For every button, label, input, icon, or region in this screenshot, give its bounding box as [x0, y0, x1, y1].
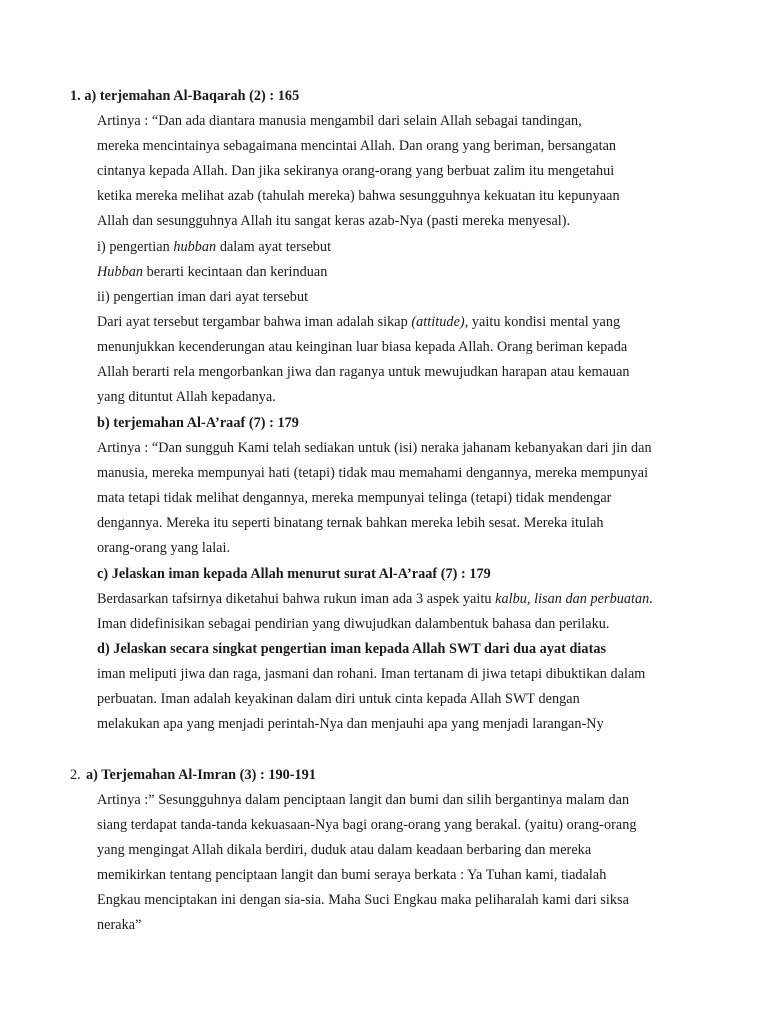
a-ii-prefix: Dari ayat tersebut tergambar bahwa iman adalah sikap [97, 314, 412, 330]
s2-line-4: memikirkan tentang penciptaan langit dan bumi seraya berkata : Ya Tuhan kami, tiadalah [97, 867, 607, 883]
q-i-term: hubban [173, 239, 217, 255]
s1-d-heading: d) Jelaskan secara singkat pengertian iman kepada Allah SWT dari dua ayat diatas [97, 641, 607, 657]
section2-heading: a) Terjemahan Al-Imran (3) : 190-191 [86, 767, 316, 783]
s1-b-line-1: Artinya : “Dan sungguh Kami telah sediakan untuk (isi) neraka jahanam kebanyakan dari jin dan [97, 440, 652, 456]
s1-b-line-4: dengannya. Mereka itu seperti binatang ternak bahkan mereka lebih sesat. Mereka itulah [97, 515, 604, 531]
s1-answer-ii-line-2: menunjukkan kecenderungan atau keinginan luar biasa kepada Allah. Orang beriman kepada [97, 339, 628, 355]
a-i-term: Hubban [97, 264, 144, 280]
s1-answer-ii-line-4: yang dituntut Allah kepadanya. [97, 389, 276, 405]
a-ii-term: (attitude) [411, 314, 465, 330]
a-i-suffix: berarti kecintaan dan kerinduan [143, 264, 328, 280]
section2-number: 2. [70, 767, 81, 783]
s1-d-line-2: perbuatan. Iman adalah keyakinan dalam diri untuk cinta kepada Allah SWT dengan [97, 691, 580, 707]
s2-line-1: Artinya :” Sesungguhnya dalam penciptaan langit dan bumi dan silih bergantinya malam dan [97, 792, 630, 808]
s1-c-line-2: Iman didefinisikan sebagai pendirian yang diwujudkan dalambentuk bahasa dan perilaku. [97, 616, 610, 632]
q-i-suffix: dalam ayat tersebut [216, 239, 332, 255]
s1-b-line-3: mata tetapi tidak melihat dengannya, mereka mempunyai telinga (tetapi) tidak mendengar [97, 490, 612, 506]
s2-line-2: siang terdapat tanda-tanda kekuasaan-Nya bagi orang-orang yang berakal. (yaitu) orang-orang [97, 817, 637, 833]
s2-line-3: yang mengingat Allah dikala berdiri, duduk atau dalam keadaan berbaring dan mereka [97, 842, 592, 858]
s1-b-line-2: manusia, mereka mempunyai hati (tetapi) tidak mau memahami dengannya, mereka mempunyai [97, 465, 649, 481]
section1-heading: 1. a) terjemahan Al-Baqarah (2) : 165 [70, 88, 300, 104]
s1-b-heading: b) terjemahan Al-A’raaf (7) : 179 [97, 415, 299, 431]
s1-answer-ii-line-3: Allah berarti rela mengorbankan jiwa dan raganya untuk mewujudkan harapan atau kemauan [97, 364, 630, 380]
s2-line-6: neraka” [97, 917, 142, 933]
s1-artinya-line-1: Artinya : “Dan ada diantara manusia mengambil dari selain Allah sebagai tandingan, [97, 113, 582, 129]
c-term: kalbu, lisan dan perbuatan. [495, 591, 653, 607]
c-prefix: Berdasarkan tafsirnya diketahui bahwa rukun iman ada 3 aspek yaitu [97, 591, 496, 607]
s1-d-line-1: iman meliputi jiwa dan raga, jasmani dan rohani. Iman tertanam di jiwa tetapi dibuktikan dalam [97, 666, 646, 682]
s2-line-5: Engkau menciptakan ini dengan sia-sia. Maha Suci Engkau maka peliharalah kami dari siksa [97, 892, 629, 908]
s1-answer-i [97, 262, 327, 282]
s1-c-heading: c) Jelaskan iman kepada Allah menurut surat Al-A’raaf (7) : 179 [97, 566, 491, 582]
s1-b-line-5: orang-orang yang lalai. [97, 540, 231, 556]
s1-artinya-line-3: cintanya kepada Allah. Dan jika sekiranya orang-orang yang berbuat zalim itu mengetahui [97, 163, 615, 179]
s1-artinya-line-4: ketika mereka melihat azab (tahulah mereka) bahwa sesungguhnya kekuatan itu kepunyaan [97, 188, 620, 204]
q-i-prefix: i) pengertian [97, 239, 174, 255]
s1-artinya-line-2: mereka mencintainya sebagaimana mencintai Allah. Dan orang yang beriman, bersangatan [97, 138, 617, 154]
s1-d-line-3: melakukan apa yang menjadi perintah-Nya dan menjauhi apa yang menjadi larangan-Ny [97, 716, 604, 732]
s1-c-line-1 [97, 589, 653, 609]
s1-artinya-line-5: Allah dan sesungguhnya Allah itu sangat keras azab-Nya (pasti mereka menyesal). [97, 213, 571, 229]
s1-question-ii: ii) pengertian iman dari ayat tersebut [97, 289, 309, 305]
a-ii-suffix: , yaitu kondisi mental yang [464, 314, 621, 330]
s1-answer-ii-line-1 [97, 312, 620, 332]
s1-question-i [97, 237, 331, 257]
